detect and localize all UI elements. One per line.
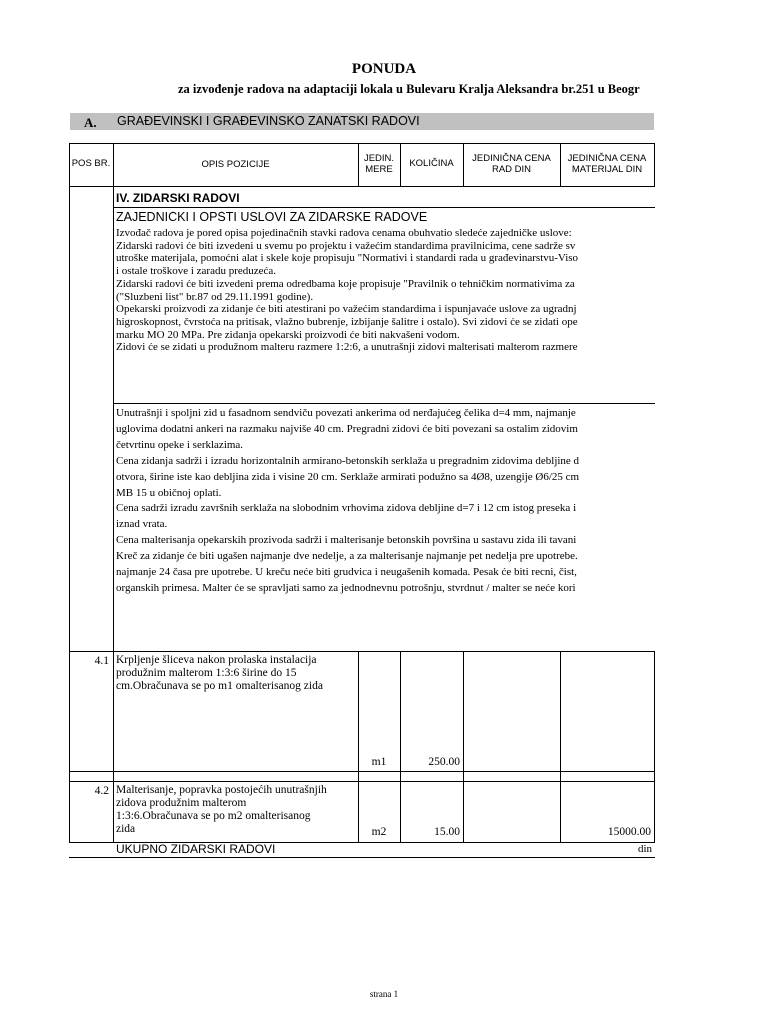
text-line: uglovima dodatni ankeri na razmaku najviše 40 cm. Pregradni zidovi će biti povezani sa ostalim zidovim (116, 422, 578, 435)
grid-line (113, 207, 655, 208)
grid-line (69, 143, 655, 144)
general-conditions-heading: ZAJEDNIČKI I OPŠTI USLOVI ZA ZIDARSKE RADOVE (116, 211, 428, 224)
grid-line (560, 651, 561, 842)
grid-line (400, 651, 401, 842)
text-line: i ostale troškove i zaradu preduzeća. (116, 265, 277, 278)
text-line: ("Sluzbeni list" br.87 od 29.11.1991 godine). (116, 290, 314, 303)
item-pos: 4.1 (94, 655, 109, 667)
grid-line (654, 143, 655, 186)
text-line: zida (116, 823, 136, 835)
text-line: marku MO 20 MPa. Pre zidanja opekarski proizvodi će biti nakvašeni vodom. (116, 328, 460, 341)
text-line: Opekarski proizvodi za zidanje će biti atestirani po važećim standardima i ispunjavaće uslove za ugradnj (116, 303, 577, 316)
section-letter: A. (84, 115, 97, 130)
document-subtitle: za izvođenje radova na adaptaciji lokala u Bulevaru Kralja Aleksandra br.251 u Beogr (178, 82, 640, 96)
document-title: PONUDA (351, 61, 417, 77)
text-line: higroskopnost, čvrstoća na pritisak, vlažno bubrenje, izbijanje šalitre i ostalo). Svi zidovi će se zidati ope (116, 315, 578, 328)
masonry-conditions-text (116, 406, 579, 597)
general-conditions-text (116, 227, 578, 354)
text-line: Zidovi će se zidati u produžnom malteru razmere 1:2:6, a unutrašnji zidovi malterisati malterom razmere (116, 341, 578, 354)
item-unit: m1 (371, 756, 387, 768)
grid-line (69, 143, 70, 842)
text-line: cm.Obračunava se po m1 omalterisanog zida (116, 680, 323, 692)
text-line: Krpljenje šliceva nakon prolaska instalacija (116, 654, 317, 666)
section-title: GRAĐEVINSKI I GRAĐEVINSKO ZANATSKI RADOVI (117, 114, 420, 128)
page-number: strana 1 (369, 989, 399, 999)
text-line: produžnim malterom 1:3:6 širine do 15 (116, 667, 297, 679)
masonry-conditions-block (113, 406, 654, 606)
column-header-unit: JEDIN. MERE (363, 153, 395, 175)
text-line: organskih primesa. Malter će se spravljati samo za jednodnevnu potrošnju, stvrdnut / malter se neće kori (116, 581, 576, 594)
item-unit-price-material: 15000.00 (607, 826, 651, 838)
text-line: otvora, širine iste kao debljina zida i visine 20 cm. Serklaže armirati podužno sa 4Ø8, uzengije Ø6/25 cm (116, 470, 580, 483)
column-header-description: OPIS POZICIJE (201, 159, 270, 170)
grid-line (69, 857, 655, 858)
grid-line (654, 651, 655, 842)
item-description (116, 784, 327, 836)
total-label: UKUPNO ZIDARSKI RADOVI (116, 842, 276, 856)
total-currency: din (637, 843, 652, 855)
item-description (116, 654, 323, 693)
text-line: iznad vrata. (116, 518, 168, 531)
text-line: Unutrašnji i spoljni zid u fasadnom sendviču povezati ankerima od nerđajućeg čelika d=4 mm, najmanje (116, 407, 576, 419)
text-line: MB 15 u običnoj oplati. (116, 486, 222, 499)
text-line: Cena malterisanja opekarskih prozivoda sadrži i malterisanje betonskih površina u sastavu zida ili tavani (116, 534, 577, 547)
grid-line (69, 186, 655, 187)
text-line: Zidarski radovi će biti izvedeni u svemu po projektu i važećim standardima pravilnicima, cene sadrže sv (116, 239, 576, 252)
column-header-quantity: KOLIČINA (409, 158, 454, 169)
chapter-title: IV. ZIDARSKI RADOVI (116, 191, 240, 205)
text-line: Izvođač radova je pored opisa pojedinačnih stavki radova cenama obuhvatio sledeće zajedničke uslove: (116, 227, 572, 239)
general-conditions-block (113, 211, 654, 371)
grid-line (463, 651, 464, 842)
item-quantity: 250.00 (428, 756, 460, 768)
grid-line (69, 771, 655, 772)
grid-line (358, 651, 359, 842)
text-line: najmanje 24 časa pre upotrebe. U kreču neće biti grudvica i neugašenih komada. Pesak će biti recni, čist, (116, 566, 577, 579)
column-header-pos: POS BR. (71, 158, 111, 169)
grid-line (69, 651, 655, 652)
text-line: utroške materijala, pomoćni alat i skele koje propisuju "Normativi i standardi rada u građevinarstvu-Viso (116, 252, 579, 265)
text-line: četvrtinu opeke i serklazima. (116, 438, 244, 451)
text-line: Kreč za zidanje će biti ugašen najmanje dve nedelje, a za malterisanje najmanje pet nedelja pre upotrebe. (116, 550, 578, 563)
grid-line (113, 403, 655, 404)
text-line: Malterisanje, popravka postojećih unutrašnjih (116, 784, 327, 796)
column-header-unit-price-material: JEDINIČNA CENA MATERIJAL DIN (567, 153, 647, 175)
item-pos: 4.2 (94, 785, 109, 797)
grid-line (69, 781, 655, 782)
item-quantity: 15.00 (434, 826, 460, 838)
text-line: 1:3:6.Obračunava se po m2 omalterisanog (116, 810, 311, 822)
text-line: Cena sadrži izradu završnih serklaža na slobodnim vrhovima zidova debljine d=7 i 12 cm istog preseka i (116, 502, 577, 515)
text-line: Zidarski radovi će biti izvedeni prema odredbama koje propisuje "Pravilnik o tehničkim normativima za (116, 277, 575, 290)
column-header-unit-price-labor: JEDINIČNA CENA RAD DIN (472, 153, 551, 175)
text-line: zidova produžnim malterom (116, 797, 247, 809)
text-line: Cena zidanja sadrži i izradu horizontalnih armirano-betonskih serklaža u pregradnim zidovima debljine d (116, 454, 580, 467)
item-unit: m2 (371, 826, 387, 838)
